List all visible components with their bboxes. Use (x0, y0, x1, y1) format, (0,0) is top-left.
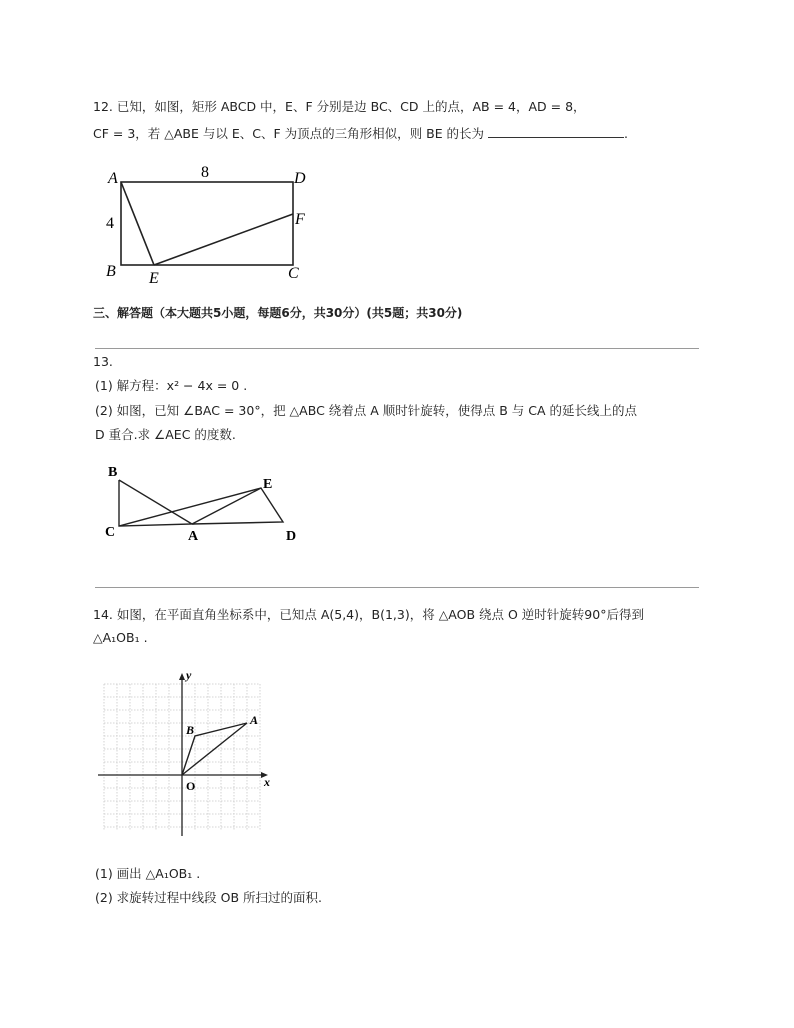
label-left-length: 4 (106, 215, 114, 232)
label-b: B (108, 465, 118, 480)
q14-text-line2: △A₁OB₁ . (93, 630, 148, 645)
label-y: y (186, 670, 192, 682)
q12-answer-blank (488, 125, 624, 138)
q13-rotation-figure (100, 460, 310, 550)
q13-part2-line2: D 重合.求 ∠AEC 的度数. (95, 427, 236, 442)
label-o: O (186, 779, 196, 793)
label-a: A (188, 529, 199, 544)
q12-text-line2-body: CF = 3，若 △ABE 与以 E、C、F 为顶点的三角形相似，则 BE 的长为 (93, 126, 485, 141)
q13-number: 13. (93, 354, 113, 369)
label-x: x (264, 775, 270, 789)
label-d: D (294, 170, 306, 187)
label-top-length: 8 (201, 164, 209, 181)
q12-text-line1: 12. 已知，如图，矩形 ABCD 中，E、F 分别是边 BC、CD 上的点，AB = 4，AD = 8， (93, 99, 586, 114)
q13-part2-line1: (2) 如图，已知 ∠BAC = 30°，把 △ABC 绕着点 A 顺时针旋转，使得点 B 与 CA 的延长线上的点 (95, 403, 638, 418)
label-a: A (108, 170, 118, 187)
q13-part1: (1) 解方程：x² − 4x = 0 . (95, 378, 248, 393)
divider-line (95, 348, 699, 349)
divider-line (95, 587, 699, 588)
label-e: E (149, 270, 159, 287)
section-heading: 三、解答题（本大题共5小题，每题6分，共30分）(共5题；共30分) (93, 306, 463, 320)
q12-text-line2 (93, 124, 628, 142)
label-c: C (105, 525, 116, 540)
q14-part1: (1) 画出 △A₁OB₁ . (95, 866, 201, 881)
label-b: B (186, 723, 195, 737)
label-a: A (250, 713, 259, 727)
q12-rectangle-figure (100, 158, 340, 288)
q14-part2: (2) 求旋转过程中线段 OB 所扫过的面积. (95, 890, 323, 905)
label-e: E (263, 477, 273, 492)
triangle-ade (192, 488, 283, 524)
segment-ae (121, 182, 154, 265)
segment-ce (119, 488, 261, 526)
label-b: B (106, 263, 116, 280)
label-f: F (295, 211, 305, 228)
label-c: C (288, 265, 299, 282)
segment-ef (154, 214, 293, 265)
q14-text-line1: 14. 如图，在平面直角坐标系中，已知点 A(5,4)，B(1,3)，将 △AOB 绕点 O 逆时针旋转90°后得到 (93, 607, 644, 622)
y-axis-arrow (179, 673, 185, 680)
q14-coordinate-grid-figure (98, 670, 278, 840)
q12-line2-end: . (624, 126, 629, 141)
label-d: D (286, 529, 297, 544)
triangle-abc (119, 480, 192, 526)
